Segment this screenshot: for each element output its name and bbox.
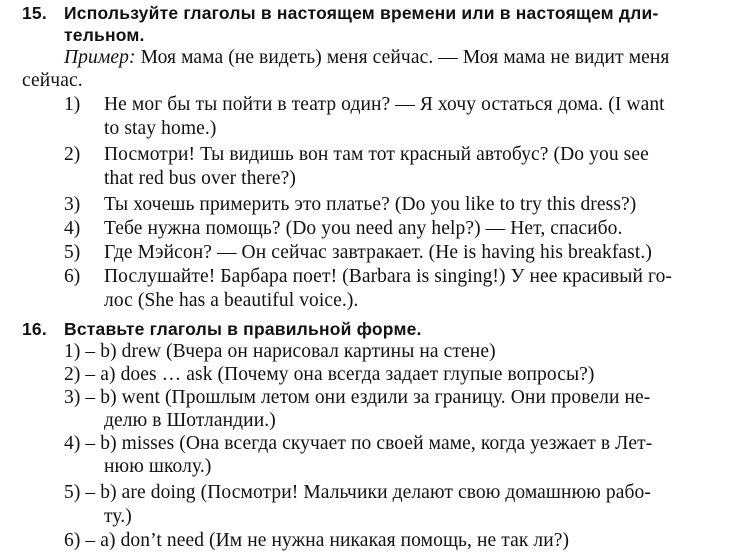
answer-16-5-line-1: 5) – b) are doing (Посмотри! Мальчики делают свою домашнюю рабо- — [64, 482, 651, 503]
item-15-1-line-1: Не мог бы ты пойти в театр один? — Я хочу остаться дома. (I want — [104, 94, 665, 115]
answer-16-6: 6) – a) don’t need (Им не нужна никакая помощь, не так ли?) — [64, 530, 570, 551]
answer-16-1: 1) – b) drew (Вчера он нарисовал картины на стене) — [64, 341, 496, 362]
exercise-15-heading-line-2: тельном. — [64, 25, 145, 45]
exercise-15-example-line-1 — [64, 46, 670, 70]
item-15-5-number: 5) — [64, 242, 81, 263]
answer-16-2: 2) – a) does … ask (Почему она всегда задает глупые вопросы?) — [64, 364, 595, 385]
exercise-15-heading-line-1: Используйте глаголы в настоящем времени или в настоящем дли- — [64, 3, 659, 23]
answer-16-4-line-2: нюю школу.) — [104, 456, 212, 477]
item-15-1-number: 1) — [64, 94, 81, 115]
answer-16-5-line-2: ту.) — [104, 506, 132, 527]
exercise-16-number: 16. — [22, 319, 47, 339]
item-15-6-number: 6) — [64, 266, 81, 287]
item-15-3-number: 3) — [64, 194, 81, 215]
exercise-15-number: 15. — [22, 3, 47, 23]
item-15-4-line-1: Тебе нужна помощь? (Do you need any help?) — Нет, спасибо. — [104, 218, 623, 239]
example-text: Моя мама (не видеть) меня сейчас. — Моя мама не видит меня — [135, 47, 670, 68]
item-15-6-line-1: Послушайте! Барбара поет! (Barbara is singing!) У нее красивый го- — [104, 266, 673, 287]
answer-16-3-line-1: 3) – b) went (Прошлым летом они ездили за границу. Они провели не- — [64, 387, 651, 408]
answer-16-4-line-1: 4) – b) misses (Она всегда скучает по своей маме, когда уезжает в Лет- — [64, 433, 653, 454]
example-label: Пример: — [64, 47, 136, 68]
item-15-2-number: 2) — [64, 144, 81, 165]
item-15-3-line-1: Ты хочешь примерить это платье? (Do you like to try this dress?) — [104, 194, 637, 215]
item-15-4-number: 4) — [64, 218, 81, 239]
item-15-2-line-1: Посмотри! Ты видишь вон там тот красный автобус? (Do you see — [104, 144, 649, 165]
exercise-15-example-line-2: сейчас. — [22, 70, 83, 91]
item-15-2-line-2: that red bus over there?) — [104, 168, 296, 189]
item-15-1-line-2: to stay home.) — [104, 118, 217, 139]
item-15-6-line-2: лос (She has a beautiful voice.). — [104, 290, 359, 311]
answer-16-3-line-2: делю в Шотландии.) — [104, 410, 276, 431]
item-15-5-line-1: Где Мэйсон? — Он сейчас завтракает. (He is having his breakfast.) — [104, 242, 652, 263]
exercise-16-heading: Вставьте глаголы в правильной форме. — [64, 319, 422, 339]
